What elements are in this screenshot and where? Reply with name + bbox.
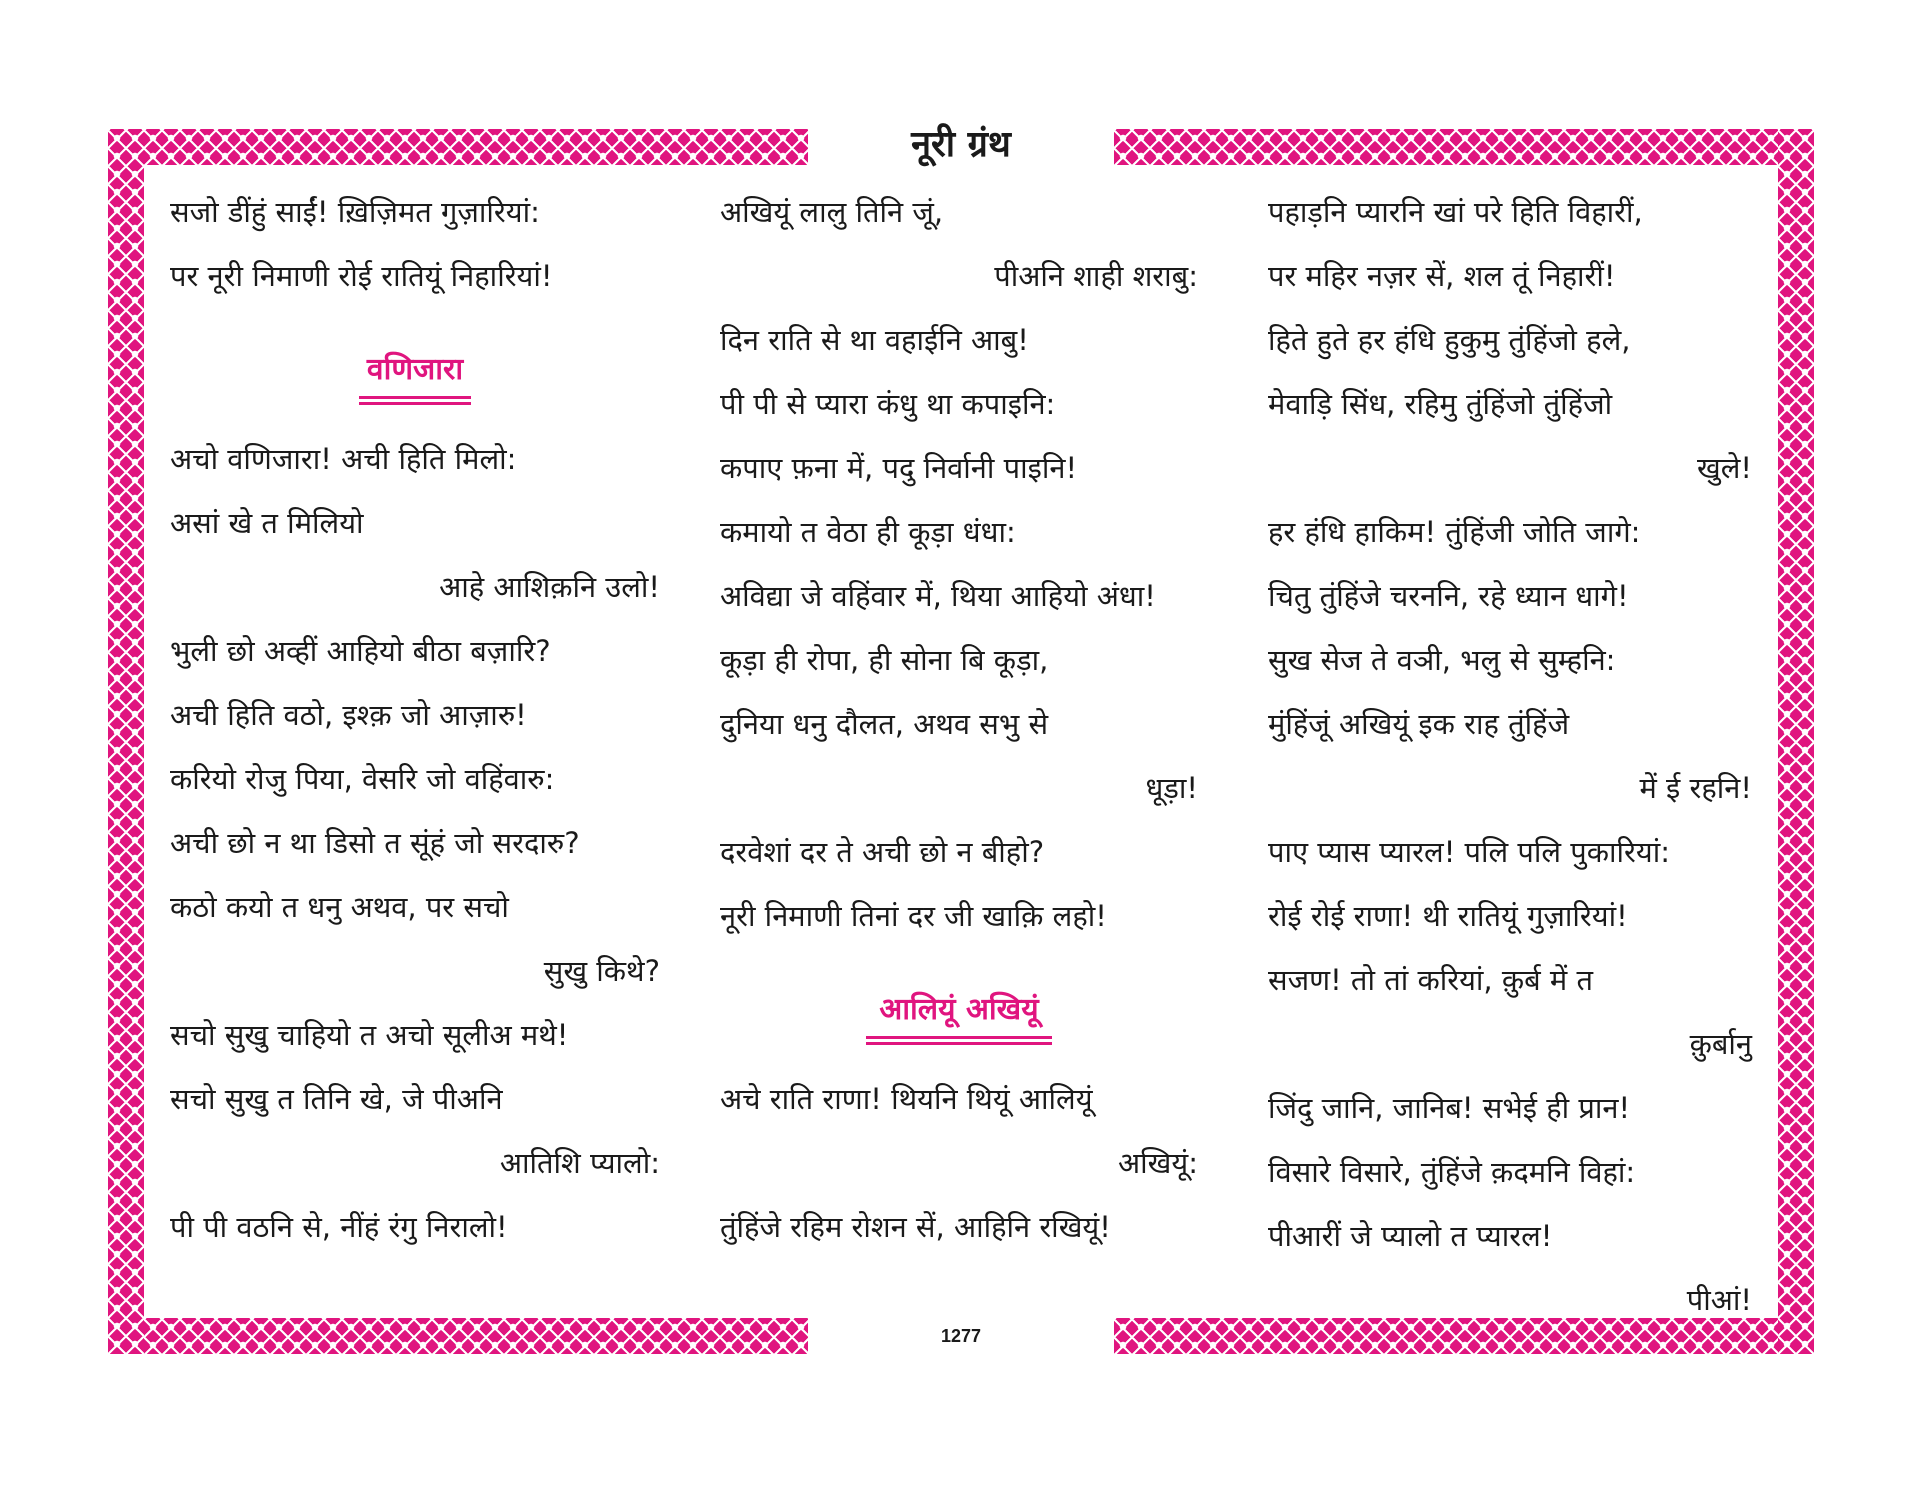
verse-line: असां खे त मिलियो bbox=[170, 506, 364, 540]
verse-line: पीआं! bbox=[1686, 1283, 1752, 1317]
verse-line: तुंहिंजे रहिम रोशन सें, आहिनि रखियूं! bbox=[720, 1210, 1111, 1244]
verse-line: क़ुर्बानु bbox=[1689, 1027, 1752, 1061]
verse-line: भुली छो अव्हीं आहियो बीठा बज़ारि? bbox=[170, 634, 551, 668]
left-verse-list bbox=[170, 427, 660, 1259]
verse-line: सजो डींहुं साईं! ख़िज़िमत गुज़ारियां: bbox=[170, 195, 540, 229]
verse-line: पाए प्यास प्यारल! पलि पलि पुकारियां: bbox=[1268, 835, 1671, 869]
verse-line: सजण! तो तां करियां, क़ुर्ब में त bbox=[1268, 963, 1594, 997]
verse-line: अविद्या जे वहिंवार में, थिया आहियो अंधा! bbox=[720, 579, 1156, 613]
right-column bbox=[1268, 180, 1752, 1332]
verse-line: कमायो त वेठा ही कूड़ा धंधा: bbox=[720, 515, 1016, 549]
middle-column bbox=[720, 180, 1198, 1259]
verse-line: कपाए फ़ना में, पदु निर्वानी पाइनि! bbox=[720, 451, 1078, 485]
border-pattern-top-right bbox=[1114, 129, 1814, 165]
verse-line: अखियूं: bbox=[1118, 1146, 1198, 1180]
verse-line: पी पी वठनि से, नींहं रंगु निरालो! bbox=[170, 1210, 508, 1244]
heading-underline bbox=[866, 1036, 1052, 1045]
verse-line: अखियूं लालु तिनि जूं, bbox=[720, 195, 944, 229]
verse-line: आतिशि प्यालो: bbox=[499, 1146, 660, 1180]
verse-line: दुनिया धनु दौलत, अथव सभु से bbox=[720, 707, 1049, 741]
verse-line: अचे राति राणा! थियनि थियूं आलियूं bbox=[720, 1082, 1093, 1116]
left-column bbox=[170, 180, 660, 1259]
verse-line: सचो सुखु त तिनि खे, जे पीअनि bbox=[170, 1082, 503, 1116]
verse-line: कूड़ा ही रोपा, ही सोना बि कूड़ा, bbox=[720, 643, 1049, 677]
verse-line: दिन राति से था वहाईनि आबु! bbox=[720, 323, 1029, 357]
verse-line: पर नूरी निमाणी रोई रातियूं निहारियां! bbox=[170, 259, 553, 293]
verse-line: हर हंधि हाकिम! तुंहिंजी जोति जागे: bbox=[1268, 515, 1641, 549]
verse-line: खुले! bbox=[1696, 451, 1752, 485]
verse-line: धूड़ा! bbox=[1145, 771, 1198, 805]
verse-line: पीआरीं जे प्यालो त प्यारल! bbox=[1268, 1219, 1553, 1253]
verse-line: सचो सुखु चाहियो त अचो सूलीअ मथे! bbox=[170, 1018, 569, 1052]
right-verse-list bbox=[1268, 180, 1752, 1332]
section-heading-aliyun-akhiyun bbox=[720, 988, 1198, 1045]
verse-line: मेवाड़ि सिंध, रहिमु तुंहिंजो तुंहिंजो bbox=[1268, 387, 1613, 421]
verse-line: अची छो न था डिसो त सूंहं जो सरदारु? bbox=[170, 826, 580, 860]
verse-line: पर महिर नज़र सें, शल तूं निहारीं! bbox=[1268, 259, 1616, 293]
verse-line: दरवेशां दर ते अची छो न बीहो? bbox=[720, 835, 1045, 869]
verse-line: मुंहिंजूं अखियूं इक राह तुंहिंजे bbox=[1268, 707, 1570, 741]
middle-verse-list-top bbox=[720, 180, 1198, 948]
verse-line: नूरी निमाणी तिनां दर जी खाक़ि लहो! bbox=[720, 899, 1107, 933]
verse-line: करियो रोजु पिया, वेसरि जो वहिंवारु: bbox=[170, 762, 555, 796]
verse-line: विसारे विसारे, तुंहिंजे क़दमनि विहां: bbox=[1268, 1155, 1636, 1189]
verse-line: अचो वणिजारा! अची हिति मिलो: bbox=[170, 442, 517, 476]
section-heading-vanijara bbox=[170, 348, 660, 405]
verse-line: हिते हुते हर हंधि हुकुमु तुंहिंजो हले, bbox=[1268, 323, 1631, 357]
section-heading-text: वणिजारा bbox=[366, 352, 464, 387]
verse-line: अची हिति वठो, इश्क़ जो आज़ारु! bbox=[170, 698, 527, 732]
page-number: 1277 bbox=[940, 1326, 982, 1346]
middle-verse-list bbox=[720, 1067, 1198, 1259]
verse-line: पीअनि शाही शराबु: bbox=[994, 259, 1198, 293]
verse-line: में ई रहनि! bbox=[1639, 771, 1752, 805]
border-pattern-bottom-left bbox=[108, 1318, 808, 1354]
page-title: नूरी ग्रंथ bbox=[911, 124, 1011, 165]
verse-line: आहे आशिक़नि उलो! bbox=[439, 570, 660, 604]
verse-line: जिंदु जानि, जानिब! सभेई ही प्रान! bbox=[1268, 1091, 1631, 1125]
verse-line: पहाड़नि प्यारनि खां परे हिति विहारीं, bbox=[1268, 195, 1643, 229]
section-heading-text: आलियूं अखियूं bbox=[879, 992, 1039, 1027]
verse-line: पी पी से प्यारा कंधु था कपाइनि: bbox=[720, 387, 1056, 421]
border-pattern-top-left bbox=[108, 129, 808, 165]
verse-line: सुख सेज ते वञी, भलु से सुम्हनि: bbox=[1268, 643, 1616, 677]
heading-underline bbox=[359, 396, 471, 405]
verse-line: सुखु किथे? bbox=[543, 954, 660, 988]
border-pattern-left bbox=[108, 129, 144, 1354]
verse-line: चितु तुंहिंजे चरननि, रहे ध्यान धागे! bbox=[1268, 579, 1629, 613]
verse-line: कठो कयो त धनु अथव, पर सचो bbox=[170, 890, 509, 924]
border-pattern-right bbox=[1778, 129, 1814, 1354]
verse-line: रोई रोई राणा! थी रातियूं गुज़ारियां! bbox=[1268, 899, 1628, 933]
